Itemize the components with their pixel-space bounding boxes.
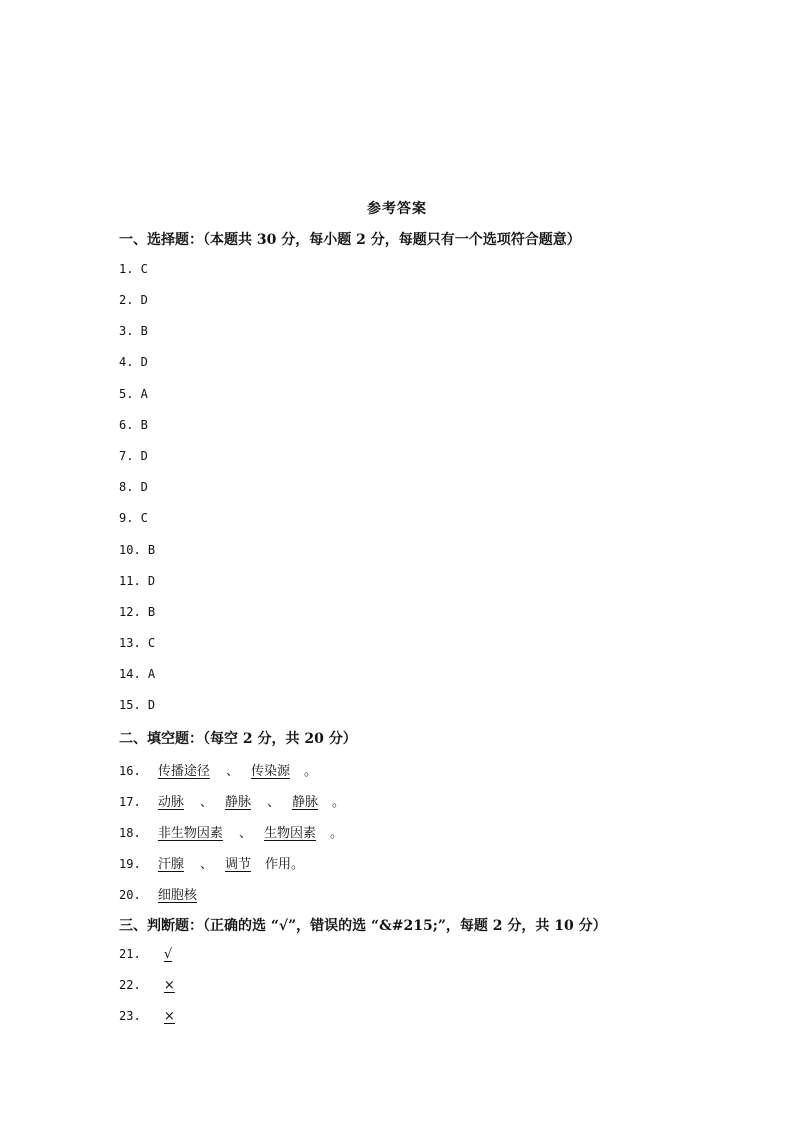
mc-answer-1: 1. C (119, 262, 148, 276)
mc-answer-7: 7. D (119, 449, 148, 463)
mc-answer-9: 9. C (119, 511, 148, 525)
sentence-end: 。 (332, 795, 346, 810)
fill-question-18 (119, 822, 343, 841)
sentence-end: 作用。 (264, 857, 304, 872)
tf-question-23 (119, 1009, 193, 1024)
answer-blank: 非生物因素 (157, 826, 223, 841)
question-number: 16. (119, 764, 141, 778)
answer-blank: 动脉 (157, 795, 184, 810)
answer-blank: 传播途径 (157, 764, 210, 779)
mc-answer-2: 2. D (119, 293, 148, 307)
separator: 、 (199, 857, 213, 872)
question-number: 20. (119, 888, 141, 902)
mc-answer-5: 5. A (119, 387, 148, 401)
tf-question-21 (119, 947, 190, 962)
tf-answer: × (163, 1009, 175, 1024)
sentence-end: 。 (303, 764, 317, 779)
mc-answer-10: 10. B (119, 543, 156, 557)
fill-question-19 (119, 853, 304, 872)
sentence-end: 。 (329, 826, 343, 841)
answer-blank: 传染源 (250, 764, 290, 779)
section-true-false-header: 三、判断题：（正确的选 “√”，错误的选 “&#215;”，每题 2 分，共 10 分） (119, 918, 607, 934)
fill-question-20 (119, 884, 211, 903)
question-number: 18. (119, 826, 141, 840)
mc-answer-3: 3. B (119, 324, 148, 338)
question-number: 22. (119, 978, 141, 992)
mc-answer-15: 15. D (119, 698, 156, 712)
tf-question-22 (119, 978, 193, 993)
mc-answer-12: 12. B (119, 605, 156, 619)
fill-question-17 (119, 791, 345, 810)
answer-blank: 静脉 (224, 795, 251, 810)
question-number: 17. (119, 795, 141, 809)
separator: 、 (225, 764, 239, 779)
mc-answer-6: 6. B (119, 418, 148, 432)
section-fill-blank-header: 二、填空题：（每空 2 分，共 20 分） (119, 731, 357, 747)
separator: 、 (199, 795, 213, 810)
mc-answer-4: 4. D (119, 355, 148, 369)
separator: 、 (266, 795, 280, 810)
question-number: 23. (119, 1009, 141, 1023)
mc-answer-8: 8. D (119, 480, 148, 494)
mc-answer-14: 14. A (119, 667, 156, 681)
answer-blank: 细胞核 (157, 888, 197, 903)
tf-answer: √ (163, 947, 173, 962)
answer-blank: 静脉 (291, 795, 318, 810)
page-title: 参考答案 (367, 201, 427, 217)
tf-answer: × (163, 978, 175, 993)
separator: 、 (238, 826, 252, 841)
question-number: 21. (119, 947, 141, 961)
answer-blank: 调节 (224, 857, 251, 872)
question-number: 19. (119, 857, 141, 871)
mc-answer-13: 13. C (119, 636, 156, 650)
fill-question-16 (119, 760, 317, 779)
answer-blank: 生物因素 (263, 826, 316, 841)
section-multiple-choice-header: 一、选择题：（本题共 30 分，每小题 2 分，每题只有一个选项符合题意） (119, 232, 581, 248)
mc-answer-11: 11. D (119, 574, 156, 588)
answer-blank: 汗腺 (157, 857, 184, 872)
